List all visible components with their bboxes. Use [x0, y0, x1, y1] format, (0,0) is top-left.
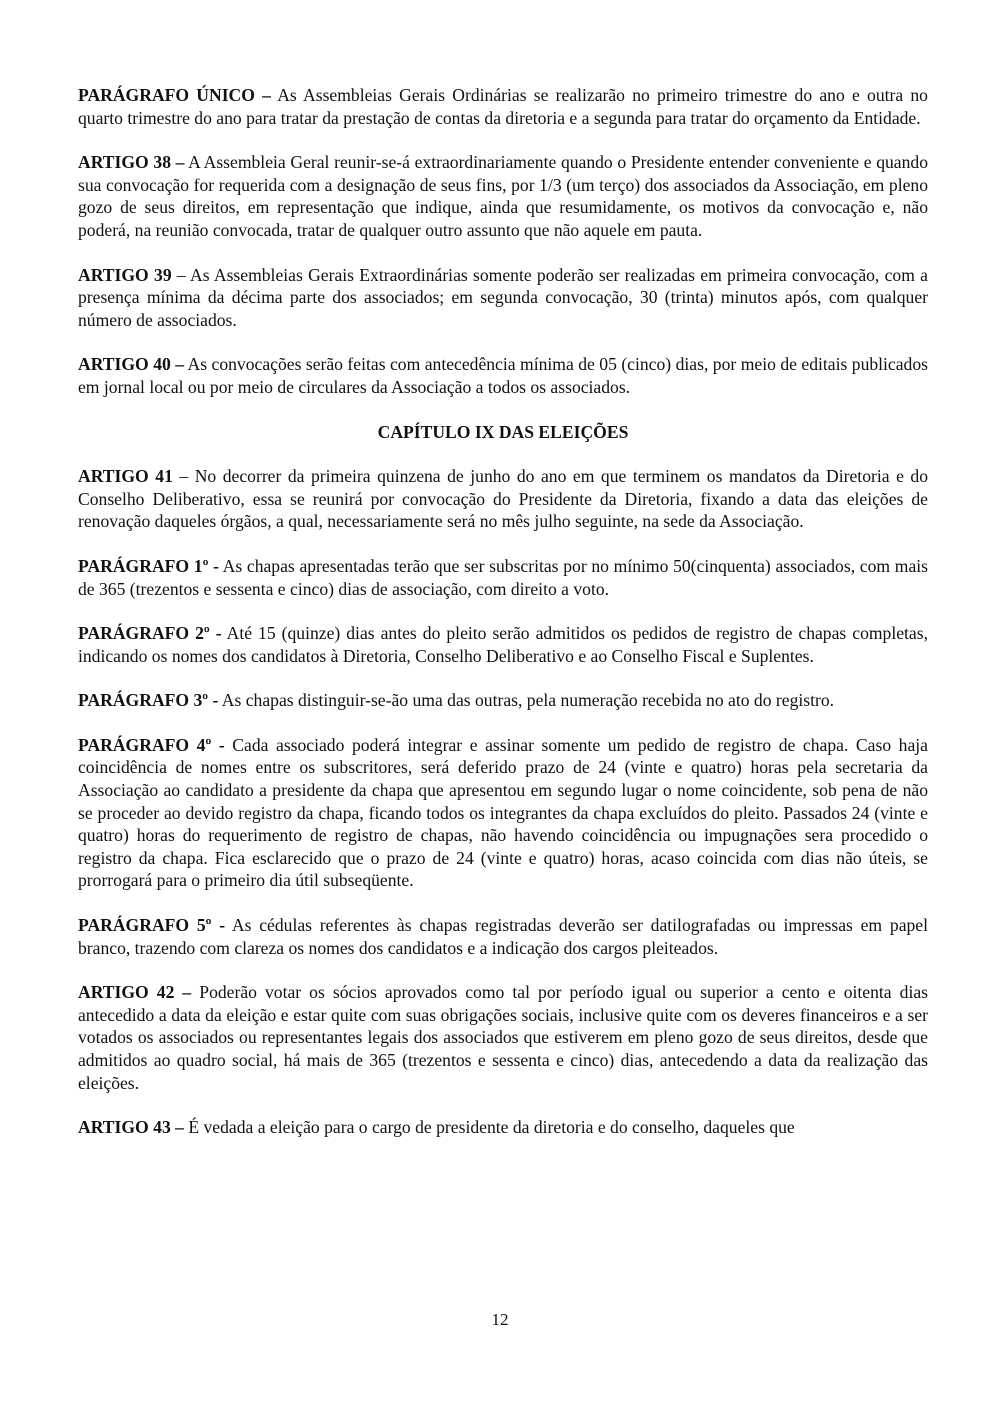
paragraph-label: ARTIGO 38 –	[78, 152, 185, 173]
paragraph-text: – As Assembleias Gerais Extraordinárias somente poderão ser realizadas em primeira convocação, com a presença mínima da décima parte dos associados; em segunda convocação, 30 (trinta) minutos após, com qualquer número de associados.	[78, 264, 928, 330]
paragraph-text: É vedada a eleição para o cargo de presidente da diretoria e do conselho, daqueles que	[183, 1117, 795, 1138]
paragraph-label: PARÁGRAFO 2º -	[78, 623, 222, 644]
artigo-42	[78, 981, 928, 1094]
paragraph-text: As cédulas referentes às chapas registradas deverão ser datilografadas ou impressas em papel branco, trazendo com clareza os nomes dos candidatos e a indicação dos cargos pleiteados.	[78, 915, 928, 958]
artigo-40	[78, 353, 928, 398]
paragraph-label: ARTIGO 40 –	[78, 354, 185, 375]
paragraph-label: PARÁGRAFO ÚNICO –	[78, 85, 271, 105]
paragrafo-2	[78, 622, 928, 667]
paragraph-label: PARÁGRAFO 3º -	[78, 690, 219, 711]
page-number: 12	[491, 1310, 509, 1329]
paragraph-label: PARÁGRAFO 4º -	[78, 734, 225, 755]
paragraph-label: ARTIGO 39	[78, 264, 172, 285]
paragrafo-5	[78, 914, 928, 959]
paragraph-text: As convocações serão feitas com antecedência mínima de 05 (cinco) dias, por meio de editais publicados em jornal local ou por meio de circulares da Associação a todos os associados.	[78, 354, 928, 397]
paragraph-text: As Assembleias Gerais Ordinárias se realizarão no primeiro trimestre do ano e outra no quarto trimestre do ano para tratar da prestação de contas da diretoria e a segunda para tratar do orçamento da Entidade.	[78, 85, 928, 128]
paragraph-text: A Assembleia Geral reunir-se-á extraordinariamente quando o Presidente entender conveniente e quando sua convocação for requerida com a designação de seus fins, por 1/3 (um terço) dos associados da Associação, em pleno gozo de seus direitos, em representação que indique, ainda que resumidamente, os motivos da convocação e, não poderá, na reunião convocada, tratar de qualquer outro assunto que não aquele em pauta.	[78, 152, 928, 240]
paragrafo-unico	[78, 84, 928, 129]
artigo-39	[78, 264, 928, 332]
paragraph-text: As chapas apresentadas terão que ser subscritas por no mínimo 50(cinquenta) associados, com mais de 365 (trezentos e sessenta e cinco) dias de associação, com direito a voto.	[78, 555, 928, 599]
chapter-heading: CAPÍTULO IX DAS ELEIÇÕES	[377, 421, 629, 442]
paragraph-label: ARTIGO 42 –	[78, 982, 192, 1003]
paragraph-text: Cada associado poderá integrar e assinar somente um pedido de registro de chapa. Caso haja coincidência de nomes entre os subscritores, será deferido prazo de 24 (vinte e quatro) horas pela secretaria da Associação ao candidato a presidente da chapa que apresentou em segundo lugar o nome coincidente, sob pena de não se proceder ao devido registro da chapa, ficando todos os integrantes da chapa excluídos do pleito. Passados 24 (vinte e quatro) horas do requerimento de registro de chapas, não havendo coincidência ou impugnações sera procedido o registro da chapa. Fica esclarecido que o prazo de 24 (vinte e quatro) horas, acaso coincida com dias não úteis, se prorrogará para o primeiro dia útil subseqüente.	[78, 734, 928, 891]
artigo-43	[78, 1116, 928, 1139]
paragrafo-3	[78, 689, 928, 712]
document-page	[78, 84, 928, 1161]
paragraph-label: ARTIGO 41	[78, 466, 173, 487]
paragrafo-1	[78, 555, 928, 600]
paragrafo-4	[78, 734, 928, 892]
paragraph-text: Poderão votar os sócios aprovados como tal por período igual ou superior a cento e oitenta dias antecedido a data da eleição e estar quite com suas obrigações sociais, inclusive quite com os deveres financeiros e a ser votados os associados ou representantes legais dos associados que estiverem em pleno gozo de seus direitos, desde que admitidos ao quadro social, há mais de 365 (trezentos e sessenta e cinco) dias, antecedendo a data da realização das eleições.	[78, 982, 928, 1093]
artigo-38	[78, 151, 928, 241]
paragraph-text: – No decorrer da primeira quinzena de junho do ano em que terminem os mandatos da Diretoria e do Conselho Deliberativo, essa se reunirá por convocação do Presidente da Diretoria, fixando a data das eleições de renovação daqueles órgãos, a qual, necessariamente será no mês julho seguinte, na sede da Associação.	[78, 466, 928, 532]
paragraph-text: Até 15 (quinze) dias antes do pleito serão admitidos os pedidos de registro de chapas completas, indicando os nomes dos candidatos à Diretoria, Conselho Deliberativo e ao Conselho Fiscal e Suplentes.	[78, 623, 928, 666]
artigo-41	[78, 465, 928, 533]
paragraph-label: PARÁGRAFO 1º -	[78, 555, 219, 576]
paragraph-label: PARÁGRAFO 5º -	[78, 915, 226, 936]
paragraph-label: ARTIGO 43 –	[78, 1117, 184, 1138]
paragraph-text: As chapas distinguir-se-ão uma das outras, pela numeração recebida no ato do registro.	[218, 690, 835, 711]
